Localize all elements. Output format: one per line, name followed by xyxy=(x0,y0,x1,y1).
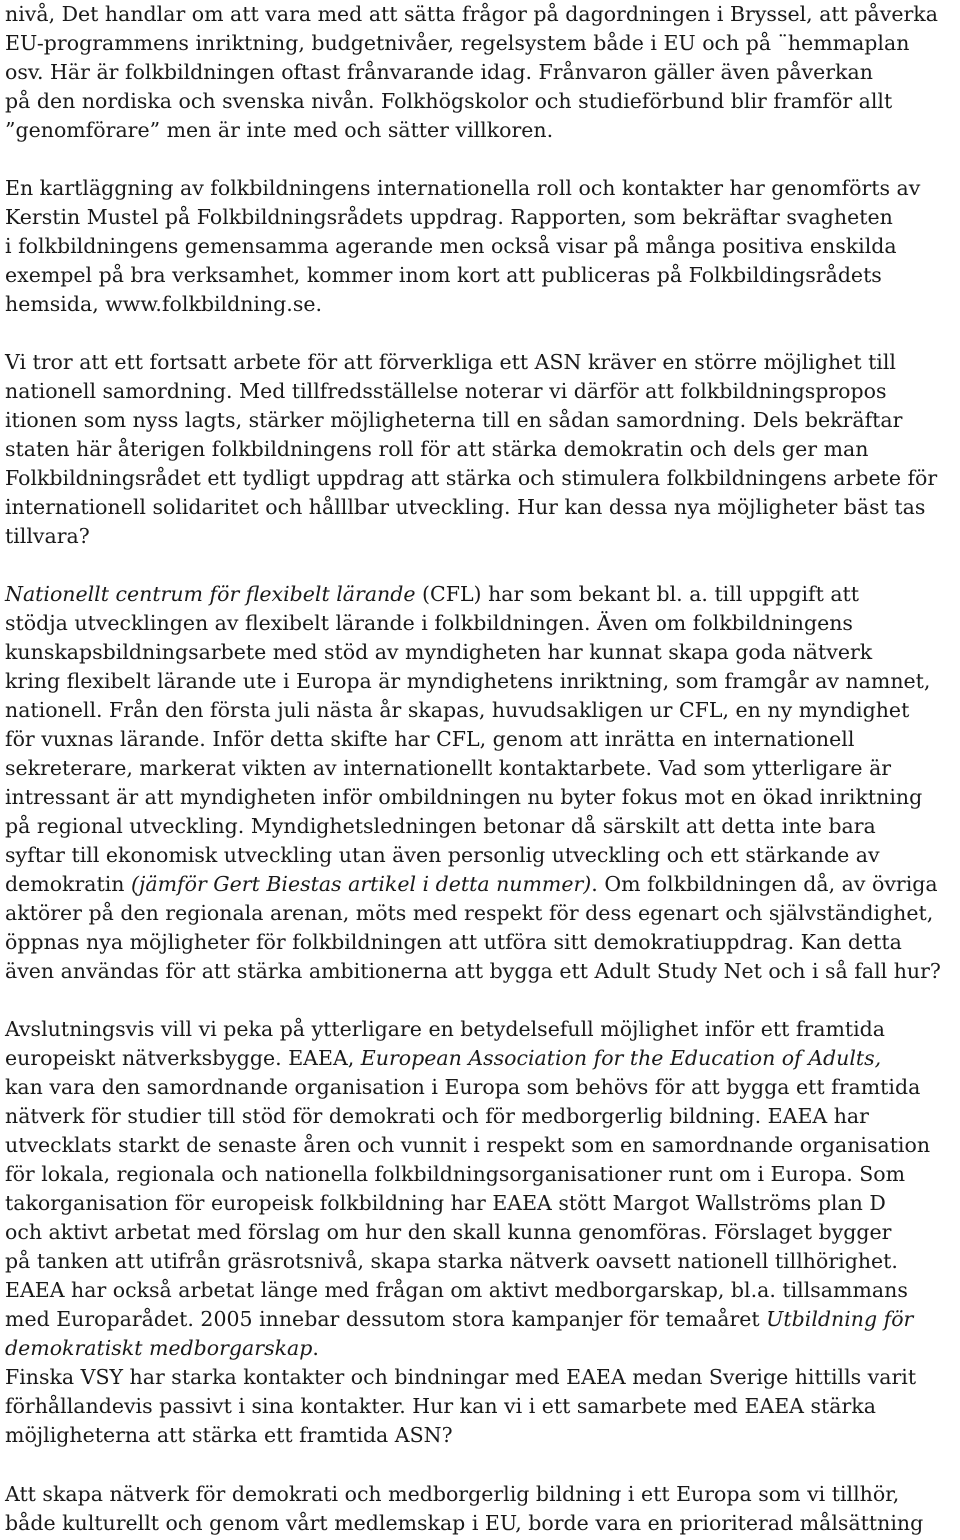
text-line: och aktivt arbetat med förslag om hur den skall kunna genomföras. Förslaget bygger xyxy=(5,1220,892,1244)
text-line: kunskapsbildningsarbete med stöd av myndigheten har kunnat skapa goda nätverk xyxy=(5,640,873,664)
text-line: öppnas nya möjligheter för folkbildningen att utföra sitt demokratiuppdrag. Kan detta xyxy=(5,930,902,954)
text-line: staten här återigen folkbildningens roll för att stärka demokratin och dels ger man xyxy=(5,437,869,461)
text-line: syftar till ekonomisk utveckling utan även personlig utveckling och ett stärkande av xyxy=(5,843,880,867)
text-line: takorganisation för europeisk folkbildning har EAEA stött Margot Wallströms plan D xyxy=(5,1191,886,1215)
text-line: på tanken att utifrån gräsrotsnivå, skapa starka nätverk oavsett nationell tillhörighet. xyxy=(5,1249,898,1273)
text-line: exempel på bra verksamhet, kommer inom kort att publiceras på Folkbildingsrådets xyxy=(5,263,882,287)
paragraph-5 xyxy=(5,1015,957,1450)
italic-theme-title: demokratiskt medborgarskap xyxy=(5,1336,313,1360)
paragraph-1 xyxy=(5,0,957,145)
text-line: förhållandevis passivt i sina kontakter. Hur kan vi i ett samarbete med EAEA stärka xyxy=(5,1394,876,1418)
italic-theme-title: Utbildning för xyxy=(766,1307,914,1331)
text-segment: med Europarådet. 2005 innebar dessutom stora kampanjer för temaåret xyxy=(5,1307,767,1331)
text-line: Avslutningsvis vill vi peka på ytterligare en betydelsefull möjlighet inför ett framtida xyxy=(5,1017,886,1041)
paragraph-4 xyxy=(5,580,957,986)
text-line: för vuxnas lärande. Inför detta skifte har CFL, genom att inrätta en internationell xyxy=(5,727,855,751)
text-line: i folkbildningens gemensamma agerande men också visar på många positiva enskilda xyxy=(5,234,897,258)
text-line: EAEA har också arbetat länge med frågan om aktivt medborgarskap, bl.a. tillsammans xyxy=(5,1278,908,1302)
text-line: för lokala, regionala och nationella folkbildningsorganisationer runt om i Europa. Som xyxy=(5,1162,906,1186)
text-line xyxy=(5,1305,957,1334)
text-line: möjligheterna att stärka ett framtida ASN? xyxy=(5,1423,453,1447)
text-line xyxy=(5,870,957,899)
text-line: även användas för att stärka ambitionerna att bygga ett Adult Study Net och i så fall hur? xyxy=(5,959,941,983)
italic-title: Nationellt centrum för flexibelt lärande xyxy=(5,582,416,606)
text-line: Att skapa nätverk för demokrati och medborgerlig bildning i ett Europa som vi tillhör, xyxy=(5,1482,900,1506)
text-line: Vi tror att ett fortsatt arbete för att förverkliga ett ASN kräver en större möjlighet till xyxy=(5,350,896,374)
text-line: nätverk för studier till stöd för demokrati och för medborgerlig bildning. EAEA har xyxy=(5,1104,869,1128)
text-line: aktörer på den regionala arenan, möts med respekt för dess egenart och självständighet, xyxy=(5,901,934,925)
text-line: Kerstin Mustel på Folkbildningsrådets uppdrag. Rapporten, som bekräftar svagheten xyxy=(5,205,893,229)
text-line: intressant är att myndigheten inför ombildningen nu byter fokus mot en ökad inriktning xyxy=(5,785,923,809)
text-line: både kulturellt och genom vårt medlemskap i EU, borde vara en prioriterad målsättning xyxy=(5,1511,924,1535)
text-line: utvecklats starkt de senaste åren och vunnit i respekt som en samordnande organisation xyxy=(5,1133,931,1157)
text-segment: (CFL) har som bekant bl. a. till uppgift att xyxy=(415,582,860,606)
text-line: på den nordiska och svenska nivån. Folkhögskolor och studieförbund blir framför allt xyxy=(5,89,893,113)
text-line: kring flexibelt lärande ute i Europa är myndighetens inriktning, som framgår av namnet, xyxy=(5,669,931,693)
text-segment: . Om folkbildningen då, av övriga xyxy=(591,872,938,896)
text-line: ”genomförare” men är inte med och sätter villkoren. xyxy=(5,118,554,142)
text-line: kan vara den samordnande organisation i Europa som behövs för att bygga ett framtida xyxy=(5,1075,921,1099)
text-segment: europeiskt nätverksbygge. EAEA, xyxy=(5,1046,361,1070)
text-line: nationell samordning. Med tillfredsställelse noterar vi därför att folkbildningspropos xyxy=(5,379,887,403)
text-line xyxy=(5,580,957,609)
text-line: itionen som nyss lagts, stärker möjligheterna till en sådan samordning. Dels bekräftar xyxy=(5,408,903,432)
text-line: stödja utvecklingen av flexibelt lärande i folkbildningen. Även om folkbildningens xyxy=(5,611,853,635)
text-line: EU-programmens inriktning, budgetnivåer, regelsystem både i EU och på ¨hemmaplan xyxy=(5,31,910,55)
text-segment: . xyxy=(312,1336,319,1360)
text-line: sekreterare, markerat vikten av internationellt kontaktarbete. Vad som ytterligare är xyxy=(5,756,892,780)
text-line: En kartläggning av folkbildningens internationella roll och kontakter har genomförts av xyxy=(5,176,921,200)
text-line: nivå, Det handlar om att vara med att sätta frågor på dagordningen i Bryssel, att påverka xyxy=(5,2,938,26)
text-line: nationell. Från den första juli nästa år skapas, huvudsakligen ur CFL, en ny myndighet xyxy=(5,698,910,722)
paragraph-6 xyxy=(5,1480,957,1538)
text-line: tillvara? xyxy=(5,524,90,548)
paragraph-2 xyxy=(5,174,957,319)
text-line xyxy=(5,1334,957,1363)
paragraph-3 xyxy=(5,348,957,551)
text-line: Folkbildningsrådet ett tydligt uppdrag att stärka och stimulera folkbildningens arbete för xyxy=(5,466,938,490)
text-line: internationell solidaritet och hålllbar utveckling. Hur kan dessa nya möjligheter bäst tas xyxy=(5,495,926,519)
text-segment: demokratin xyxy=(5,872,131,896)
italic-organisation-name: European Association for the Education of Adults, xyxy=(360,1046,882,1070)
text-line: Finska VSY har starka kontakter och bindningar med EAEA medan Sverige hittills varit xyxy=(5,1365,917,1389)
text-line: osv. Här är folkbildningen oftast frånvarande idag. Frånvaron gäller även påverkan xyxy=(5,60,873,84)
text-line xyxy=(5,1044,957,1073)
italic-reference: (jämför Gert Biestas artikel i detta nummer) xyxy=(131,872,592,896)
text-line: hemsida, www.folkbildning.se. xyxy=(5,292,322,316)
text-line: på regional utveckling. Myndighetsledningen betonar då särskilt att detta inte bara xyxy=(5,814,876,838)
